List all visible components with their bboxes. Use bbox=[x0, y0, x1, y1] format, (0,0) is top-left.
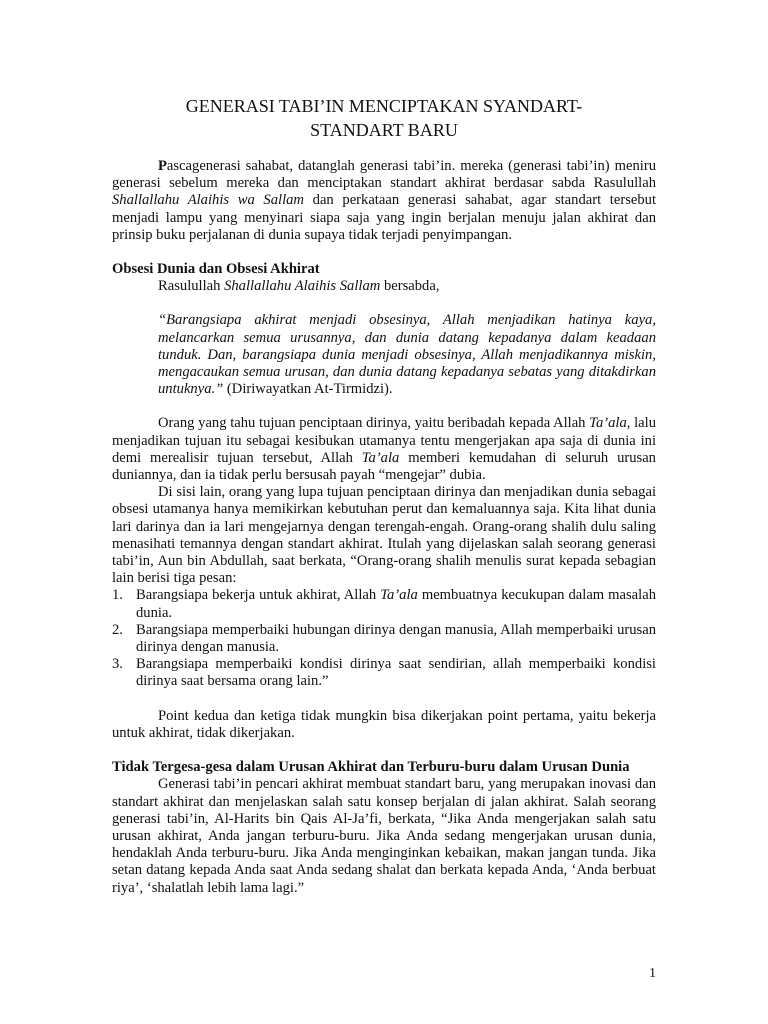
list-number: 1. bbox=[112, 587, 123, 604]
intro-text: ascagenerasi sahabat, datanglah generasi tabi’in. mereka (generasi tabi’in) meniru generasi sebelum mereka dan menciptakan standart akhirat berdasar sabda Rasulullah bbox=[112, 158, 656, 192]
sub-post: bersabda, bbox=[380, 278, 440, 295]
document-body bbox=[112, 94, 656, 897]
section1-intro-line bbox=[112, 278, 656, 295]
section-heading-obsesi: Obsesi Dunia dan Obsesi Akhirat bbox=[112, 261, 320, 278]
intro-italic: Shallallahu Alaihis wa Sallam bbox=[112, 192, 304, 209]
p1-italic-1: Ta’ala bbox=[589, 415, 627, 432]
p1-b: , lalu menjadikan tujuan itu sebagai kesibukan utamanya tentu mengerjakan apa saja di dunia ini demi merealisir tujuan tersebut, Allah bbox=[112, 415, 656, 466]
section1-paragraph-1 bbox=[112, 415, 656, 484]
intro-dropcap: P bbox=[158, 158, 167, 174]
section1-paragraph-3: Point kedua dan ketiga tidak mungkin bisa dikerjakan point pertama, yaitu bekerja untuk akhirat, tidak dikerjakan. bbox=[112, 707, 656, 741]
list-number: 3. bbox=[112, 656, 123, 673]
sub-italic: Shallallahu Alaihis Sallam bbox=[224, 278, 381, 295]
list-text: Barangsiapa bekerja untuk akhirat, Allah bbox=[136, 587, 381, 604]
list-item bbox=[112, 587, 656, 621]
p1-c: memberi kemudahan di seluruh urusan duniannya, dan ia tidak perlu bersusah payah “mengejar” dubia. bbox=[112, 449, 656, 484]
section2-paragraph-1: Generasi tabi’in pencari akhirat membuat standart baru, yang merupakan inovasi dan standart akhirat dan menjelaskan salah satu konsep berjalan di jalan akhirat. Salah seorang generasi tabi’in, Al-Harits bin Qais Al-Ja’fi, berkata, “Jika Anda mengerjakan salah satu urusan akhirat, Anda jangan terburu-buru. Jika Anda sedang mengerjakan urusan dunia, hendaklah Anda terburu-buru. Jika Anda menginginkan kebaikan, makan jangan tunda. Jika setan datang kepada Anda saat Anda sedang shalat dan berkata kepada Anda, ‘Anda berbuat riya’, ‘shalatlah lebih lama lagi.” bbox=[112, 776, 656, 896]
list-text: Barangsiapa memperbaiki kondisi dirinya saat sendirian, allah memperbaiki kondisi dirinya saat bersama orang lain.” bbox=[136, 656, 656, 690]
list-item bbox=[112, 656, 656, 690]
intro-paragraph bbox=[112, 158, 656, 244]
hadith-quote-text: “Barangsiapa akhirat menjadi obsesinya, Allah menjadikan hatinya kaya, melancarkan semua urusannya, dan dunia datang kepadanya dalam keadaan tunduk. Dan, barangsiapa dunia menjadi obsesinya, Allah menjadikannya miskin, mengacaukan semua urusan, dan dunia datang kepadanya sebatas yang ditakdirkan untuknya.” bbox=[158, 312, 656, 398]
title-line-2: STANDART BARU bbox=[310, 120, 458, 140]
list-number: 2. bbox=[112, 621, 123, 638]
three-messages-list bbox=[112, 587, 656, 690]
section-heading-tergesa: Tidak Tergesa-gesa dalam Urusan Akhirat dan Terburu-buru dalam Urusan Dunia bbox=[112, 759, 630, 776]
list-text-post: membuatnya kecukupan dalam masalah dunia. bbox=[136, 587, 656, 621]
list-text: Barangsiapa memperbaiki hubungan dirinya dengan manusia, Allah memperbaiki urusan dirinya dengan manusia. bbox=[136, 621, 656, 656]
p1-italic-2: Ta’ala bbox=[361, 449, 400, 466]
intro-text-2: dan perkataan generasi sahabat, agar standart tersebut menjadi lampu yang menyinari siapa saja yang ingin berjalan menuju jalan akhirat dan prinsip buku perjalanan di dunia supaya tidak terjadi penyimpangan. bbox=[112, 192, 657, 243]
p1-a: Orang yang tahu tujuan penciptaan dirinya, yaitu beribadah kepada Allah bbox=[158, 415, 590, 432]
section1-paragraph-2: Di sisi lain, orang yang lupa tujuan penciptaan dirinya dan menjadikan dunia sebagai obsesi utamanya hanya memikirkan kebutuhan perut dan kemaluannya saja. Kita lihat dunia lari darinya dan ia lari mengejarnya dengan terengah-engah. Orang-orang shalih dulu saling menasihati temannya dengan standart akhirat. Itulah yang dijelaskan salah seorang generasi tabi’in, Aun bin Abdullah, saat berkata, “Orang-orang shalih menulis surat kepada sebagian lain berisi tiga pesan: bbox=[112, 484, 656, 587]
page-number: 1 bbox=[649, 966, 656, 981]
list-item bbox=[112, 622, 656, 656]
hadith-quote bbox=[158, 312, 656, 398]
document-title bbox=[112, 94, 656, 142]
title-line-1: GENERASI TABI’IN MENCIPTAKAN SYANDART- bbox=[185, 96, 583, 116]
hadith-source: (Diriwayatkan At-Tirmidzi). bbox=[223, 381, 393, 398]
sub-pre: Rasulullah bbox=[158, 278, 225, 295]
list-italic: Ta’ala bbox=[380, 587, 418, 604]
